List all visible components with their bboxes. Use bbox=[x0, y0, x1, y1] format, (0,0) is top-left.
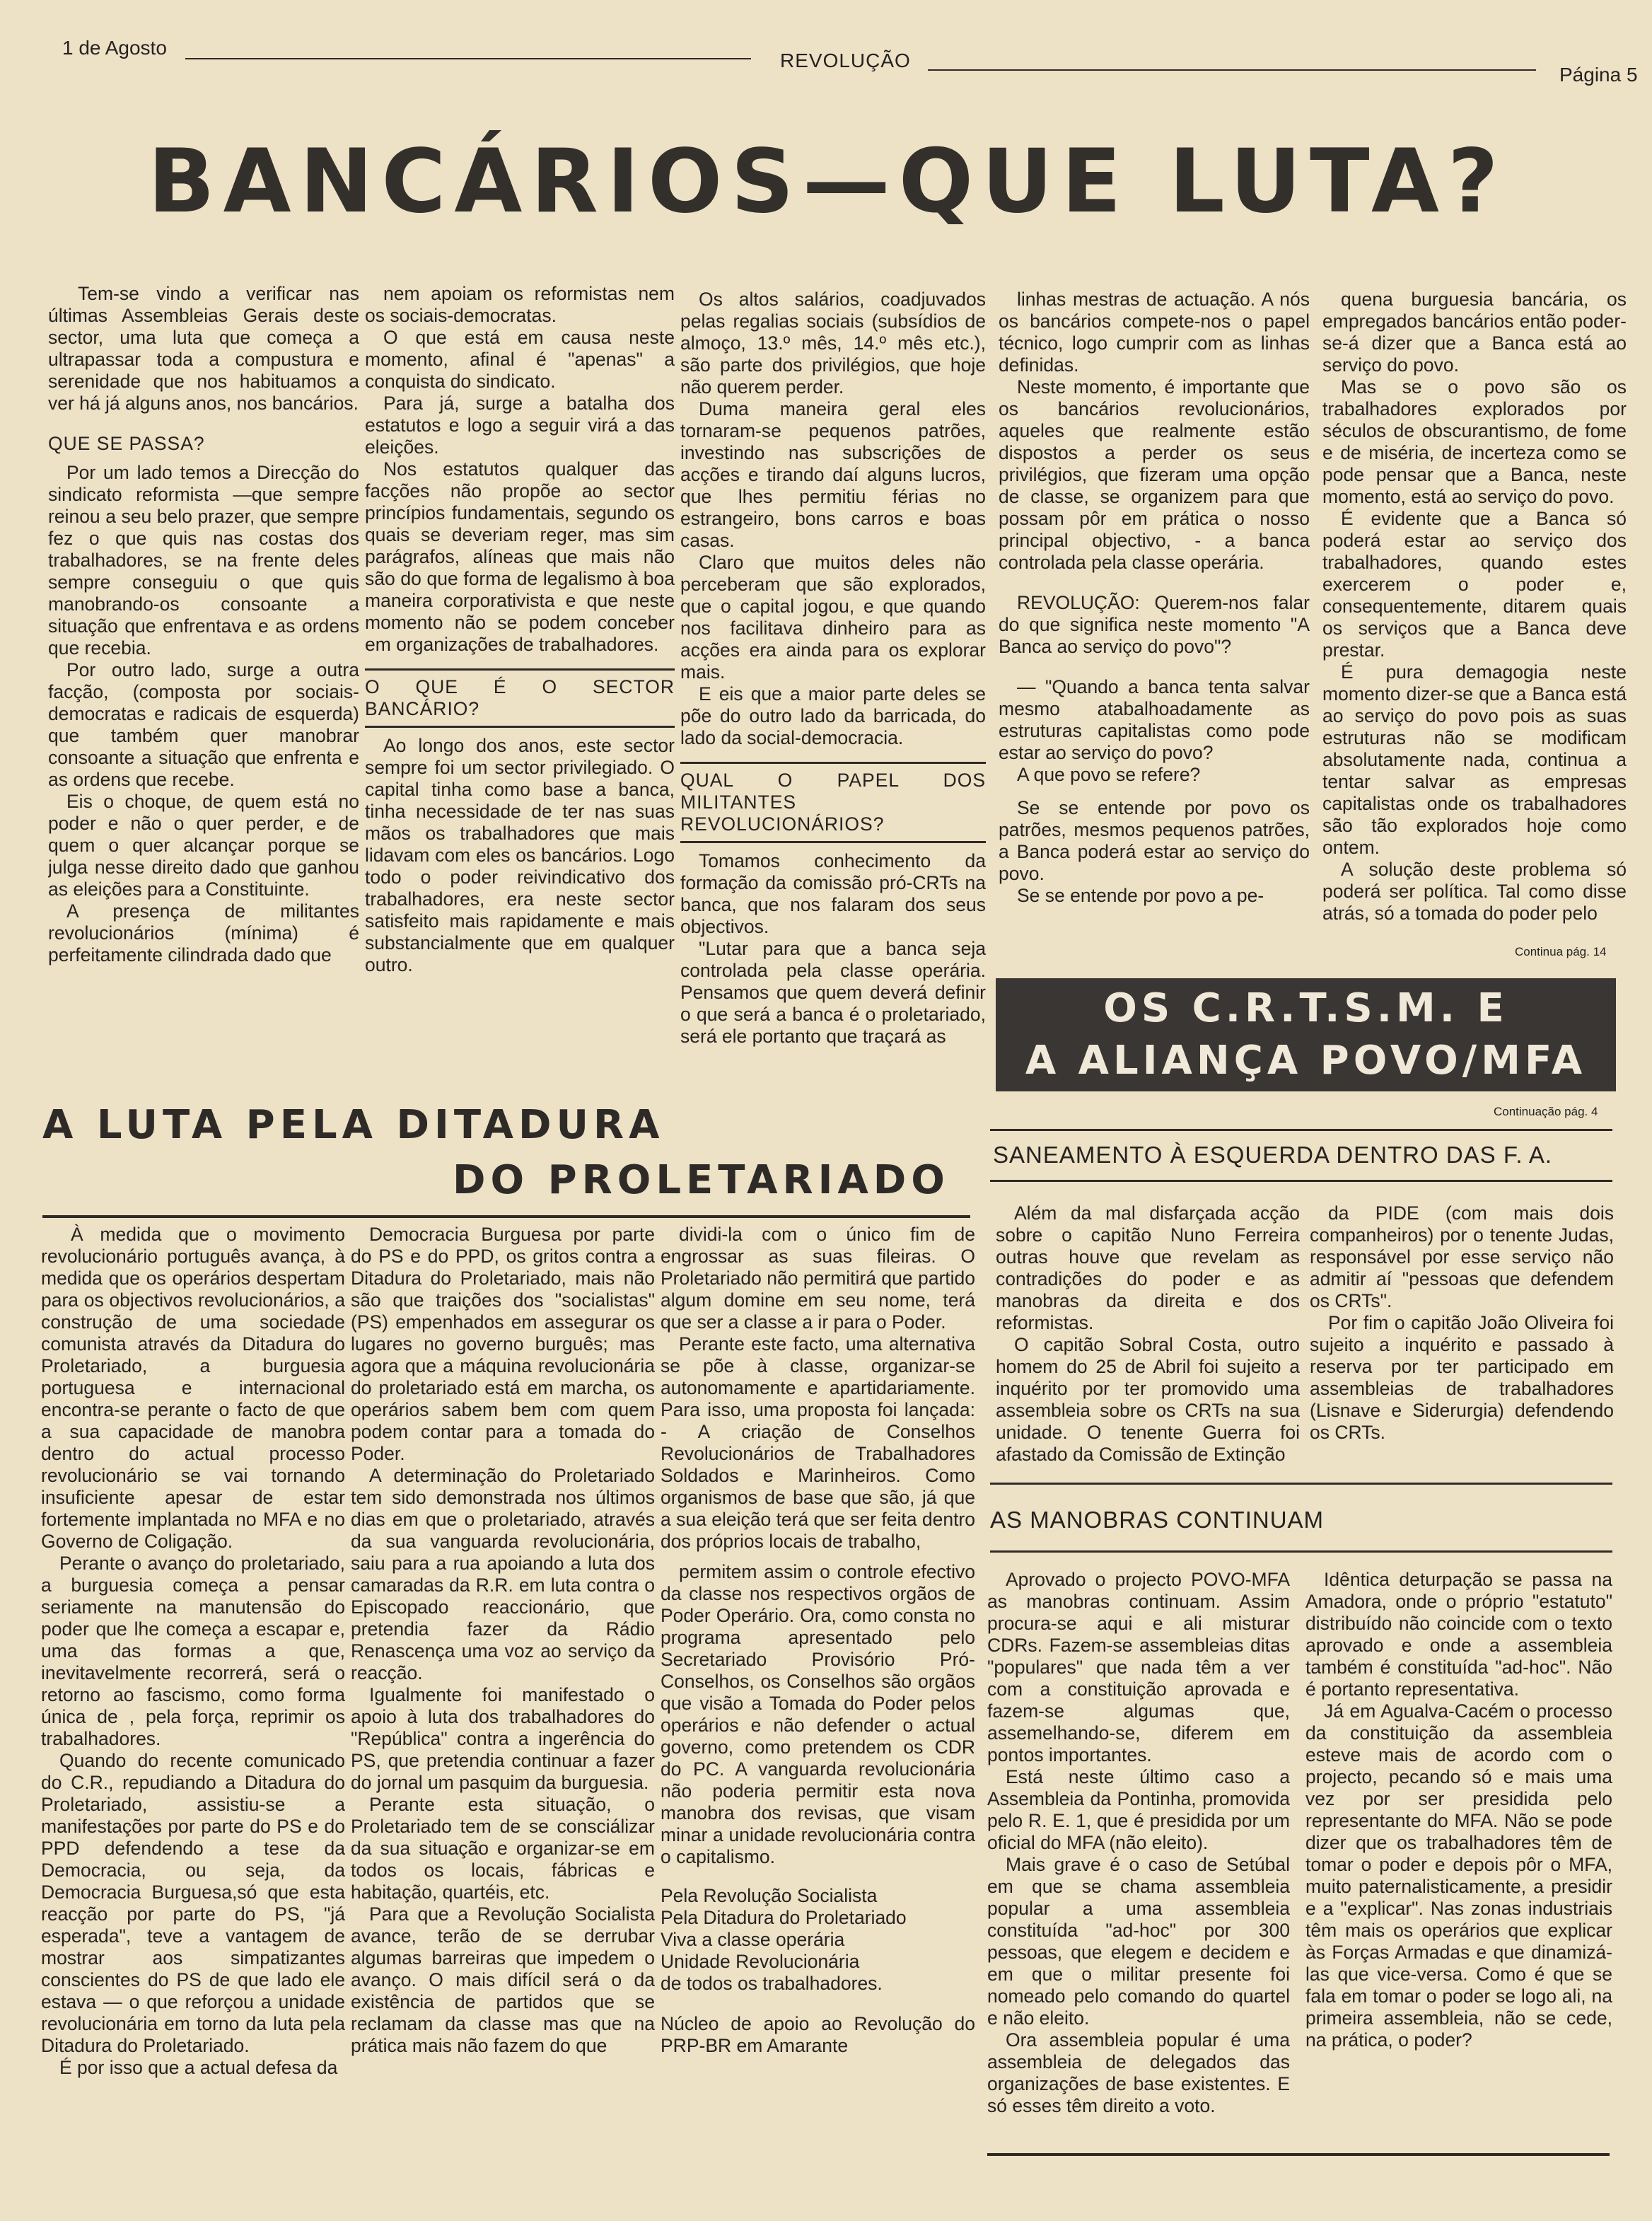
article1-column-4 bbox=[999, 289, 1310, 950]
paragraph: A que povo se refere? bbox=[1017, 764, 1201, 785]
paragraph: Os altos salários, coadjuvados pelas regalias sociais (subsídios de almoço, 13.º mês, 14.º mês etc.), são parte dos privilégios, que hoje não querem perder. bbox=[680, 289, 986, 398]
paragraph: Eis o choque, de quem está no poder e não o quer perder, e de quem o quer alcançar porque se julga nesse direito dado que ganhou as eleições para a Constituinte. bbox=[48, 791, 359, 900]
paragraph: Para já, surge a batalha dos estatutos e logo a seguir virá a das eleições. bbox=[365, 393, 675, 458]
paragraph: Além da mal disfarçada acção sobre o capitão Nuno Ferreira outras houve que revelam as contradições do poder e as manobras da direita e dos reformistas. bbox=[996, 1202, 1300, 1333]
article1-column-3 bbox=[680, 289, 986, 1075]
paragraph: Ora assembleia popular é uma assembleia de delegados das organizações de base existentes. E só esses têm direito a voto. bbox=[987, 2029, 1290, 2116]
paragraph: Se se entende por povo a pe- bbox=[1017, 885, 1264, 906]
article1-column-1 bbox=[48, 283, 359, 1075]
article2-column-2 bbox=[351, 1224, 655, 2143]
subheading: O QUE É O SECTOR BANCÁRIO? bbox=[365, 668, 675, 728]
paragraph: À medida que o movimento revolucionário português avança, à medida que os operários despertam para os objectivos revolucionários, a construção de uma sociedade comunista através da Ditadura do Proletariado, a burguesia portuguesa e internacional encontra-se perante o facto de que a sua capacidade de manobra dentro do actual processo revolucionário se vai tornando insuficiente apesar de estar fortemente implantada no MFA e no Governo de Coligação. bbox=[41, 1224, 345, 1552]
paragraph: Duma maneira geral eles tornaram-se pequenos patrões, investindo nas subscrições de acções e tirando daí alguns lucros, que lhes permitiu férias no estrangeiro, bons carros e boas casas. bbox=[680, 398, 986, 551]
paragraph: Quando do recente comunicado do C.R., repudiando a Ditadura do Proletariado, assistiu-se a manifestações por parte do PS e do PPD defendendo a tese da Democracia, ou seja, da Democracia Burguesa,só que esta reacção por parte do PS, "já esperada", teve a vantagem de mostrar aos simpatizantes conscientes do PS de que lado ele estava — o que reforçou a unidade revolucionária em torno da luta pela Ditadura do Proletariado. bbox=[41, 1750, 345, 2056]
section-rule bbox=[990, 1550, 1612, 1553]
paragraph: Mais grave é o caso de Setúbal em que se chama assembleia popular a uma assembleia constituída "ad-hoc" por 300 pessoas, que elegem e decidem e em que o militar presente foi nomeado pelo comando do quartel e não eleito. bbox=[987, 1854, 1290, 2029]
paragraph: Aprovado o projecto POVO-MFA as manobras continuam. Assim procura-se aqui e ali misturar CDRs. Fazem-se assembleias ditas "populares" que nada têm a ver com a constituição aprovada e fazem-se algumas que, assemelhando-se, diferem em pontos importantes. bbox=[987, 1569, 1290, 1765]
paragraph: Por um lado temos a Direcção do sindicato reformista —que sempre reinou a seu belo prazer, que sempre fez o que quis nas costas dos trabalhadores, se na frente deles sempre conseguiu o que quis manobrando-os consoante a situação que enfrentava e as ordens que recebia. bbox=[48, 462, 359, 659]
slogan: Unidade Revolucionária bbox=[661, 1951, 860, 1972]
continuation-note: Continuação pág. 4 bbox=[1494, 1105, 1598, 1118]
paragraph: nem apoiam os reformistas nem os sociais-democratas. bbox=[365, 283, 675, 326]
subheading: QUAL O PAPEL DOS MILITANTES REVOLUCIONÁRIOS? bbox=[680, 762, 986, 843]
section-rule bbox=[990, 1180, 1612, 1182]
paragraph: Mas se o povo são os trabalhadores explorados por séculos de obscurantismo, de fome e de miséria, de incerteza como se pode pensar que a Banca, neste momento, está ao serviço do povo. bbox=[1322, 376, 1627, 507]
paragraph: Idêntica deturpação se passa na Amadora, onde o próprio "estatuto" distribuído não coincide com o texto aprovado e onde a assembleia também é constituída "ad-hoc". Não é portanto representativa. bbox=[1305, 1569, 1612, 1700]
signature: Núcleo de apoio ao Revolução do PRP-BR em Amarante bbox=[661, 2013, 975, 2056]
banner-line-1: OS C.R.T.S.M. E bbox=[1103, 985, 1508, 1031]
paragraph: Igualmente foi manifestado o apoio à luta dos trabalhadores do "República" contra a ingerência do PS, que pretendia continuar a fazer do jornal um pasquim da burguesia. bbox=[351, 1684, 655, 1793]
subheading: QUE SE PASSA? bbox=[48, 433, 205, 454]
paragraph: É pura demagogia neste momento dizer-se que a Banca está ao serviço do povo pois as suas estruturas não se modificam absolutamente nada, continua a tentar salvar as empresas capitalistas onde os trabalhadores são tão explorados hoje como ontem. bbox=[1322, 661, 1627, 858]
paragraph: A presença de militantes revolucionários (mínima) é perfeitamente cilindrada dado que bbox=[48, 900, 359, 965]
interview-question: REVOLUÇÃO: Querem-nos falar do que significa neste momento "A Banca ao serviço do povo"? bbox=[999, 592, 1310, 657]
issue-date: 1 de Agosto bbox=[62, 37, 167, 59]
paragraph: E eis que a maior parte deles se põe do outro lado da barricada, do lado da social-democracia. bbox=[680, 683, 986, 748]
paragraph: Neste momento, é importante que os bancários revolucionários, aqueles que realmente estão dispostos a perder os seus privilégios, que fizeram uma opção de classe, se organizem para que possam pôr em prática o nosso principal objectivo, - a banca controlada pela classe operária. bbox=[999, 376, 1310, 573]
section-heading-saneamento: SANEAMENTO À ESQUERDA DENTRO DAS F. A. bbox=[993, 1142, 1553, 1168]
article3-section1-column-2 bbox=[1310, 1202, 1614, 1471]
paragraph: Tomamos conhecimento da formação da comissão pró-CRTs na banca, que nos falaram dos seus objectivos. bbox=[680, 850, 986, 937]
title-rule bbox=[42, 1215, 970, 1218]
article2-column-3 bbox=[661, 1224, 975, 2143]
paragraph: Por fim o capitão João Oliveira foi sujeito a inquérito e passado à reserva por ter participado em assembleias de trabalhadores (Lisnave e Siderurgia) defendendo os CRTs. bbox=[1310, 1312, 1614, 1443]
section-rule bbox=[990, 1483, 1612, 1485]
paragraph: Perante este facto, uma alternativa se põe à classe, organizar-se autonomamente e apartidariamente. Para isso, uma proposta foi lançada: - A criação de Conselhos Revolucionários de Trabalhadores Soldados e Marinheiros. Como organismos de base que são, já que a sua eleição terá que ser feita dentro dos próprios locais de trabalho, bbox=[661, 1333, 975, 1552]
paragraph: dividi-la com o único fim de engrossar as suas fileiras. O Proletariado não permitirá que partido algum domine em seu nome, terá que ser a classe a ir para o Poder. bbox=[661, 1224, 975, 1333]
article-title-bancarios: BANCÁRIOS—QUE LUTA? bbox=[148, 131, 1507, 233]
slogan: Pela Revolução Socialista bbox=[661, 1885, 878, 1906]
paragraph: Ao longo dos anos, este sector sempre foi um sector privilegiado. O capital tinha como base a banca, tinha necessidade de ter nas suas mãos os trabalhadores que mais lidavam com eles os bancários. Logo todo o poder reivindicativo dos trabalhadores, era neste sector satisfeito mais rapidamente e mais substancialmente que em qualquer outro. bbox=[365, 735, 675, 975]
banner-line-2: A ALIANÇA POVO/MFA bbox=[1025, 1038, 1587, 1084]
slogan: Pela Ditadura do Proletariado bbox=[661, 1907, 907, 1928]
slogan: Viva a classe operária bbox=[661, 1929, 845, 1950]
paragraph: Perante o avanço do proletariado, a burguesia começa a pensar seriamente na manutensão do poder que lhe começa a escapar e, uma das formas a que, inevitavelmente recorrerá, será o retorno ao fascismo, como forma única de , pela força, reprimir os trabalhadores. bbox=[41, 1553, 345, 1749]
paragraph: Se se entende por povo os patrões, mesmos pequenos patrões, a Banca poderá estar ao serviço do povo. bbox=[999, 797, 1310, 884]
page-number: Página 5 bbox=[1559, 64, 1638, 86]
paragraph: Já em Agualva-Cacém o processo da constituição da assembleia esteve mais de acordo com o projecto, pecando só e mais uma vez por ser presidida pelo representante do MFA. Não se pode dizer que os trabalhadores têm de tomar o poder e depois pôr o MFA, muito paternalisticamente, a presidir e a "explicar". Nas zonas industriais têm mais os operários que explicar às Forças Armadas e que dinamizá-las que vice-versa. Como é que se fala em tomar o poder se logo ali, na primeira assembleia, não se cede, na prática, o poder? bbox=[1305, 1700, 1612, 2051]
paragraph: A solução deste problema só poderá ser política. Tal como disse atrás, só a tomada do poder pelo bbox=[1322, 859, 1627, 924]
article1-column-2 bbox=[365, 283, 675, 1075]
paragraph: — "Quando a banca tenta salvar mesmo atabalhoadamente as estruturas capitalistas como pode estar ao serviço do povo? bbox=[999, 676, 1310, 763]
article-title-line-2: DO PROLETARIADO bbox=[453, 1157, 950, 1203]
section-rule bbox=[990, 1129, 1612, 1131]
paragraph: Por outro lado, surge a outra facção, (composta por sociais-democratas e radicais de esquerda) que também quer manobrar consoante a situação que enfrenta e as ordens que recebe. bbox=[48, 659, 359, 790]
paragraph: O capitão Sobral Costa, outro homem do 25 de Abril foi sujeito a inquérito por ter promovido uma assembleia sobre os CRTs na sua unidade. O tenente Guerra foi afastado da Comissão de Extinção bbox=[996, 1334, 1300, 1465]
paragraph: Está neste último caso a Assembleia da Pontinha, promovida pelo R. E. 1, que é presidida por um oficial do MFA (não eleito). bbox=[987, 1766, 1290, 1853]
continues-note: Continua pág. 14 bbox=[1515, 945, 1607, 958]
paragraph: quena burguesia bancária, os empregados bancários então poder-se-á dizer que a Banca está ao serviço do povo. bbox=[1322, 289, 1627, 376]
article3-section1-column-1 bbox=[996, 1202, 1300, 1471]
paragraph: da PIDE (com mais dois companheiros) por o tenente Judas, responsável por esse serviço não admitir aí "pessoas que defendem os CRTs". bbox=[1310, 1202, 1614, 1311]
paragraph: A determinação do Proletariado tem sido demonstrada nos últimos dias em que o proletariado, através da sua vanguarda revolucionária, saiu para a rua apoiando a luta dos camaradas da R.R. em luta contra o Episcopado reaccionário, que pretendia fazer da Rádio Renascença uma voz ao serviço da reacção. bbox=[351, 1465, 655, 1683]
paragraph: Claro que muitos deles não perceberam que são explorados, que o capital jogou, e que quando nos facilitava dinheiro para as acções era ainda para os explorar mais. bbox=[680, 552, 986, 683]
article3-section2-column-2 bbox=[1305, 1569, 1612, 2142]
paragraph: É evidente que a Banca só poderá estar ao serviço dos trabalhadores, quando estes exercerem o poder e, consequentemente, ditarem quais os serviços que a Banca deve prestar. bbox=[1322, 508, 1627, 661]
paragraph: Nos estatutos qualquer das facções não propõe ao sector princípios fundamentais, segundo os quais se deveriam reger, mas sim parágrafos, alíneas que mais não são do que forma de legalismo à boa maneira corporativista e que neste momento não se podem conceber em organizações de trabalhadores. bbox=[365, 458, 675, 655]
paragraph: linhas mestras de actuação. A nós os bancários compete-nos o papel técnico, logo cumprir com as linhas definidas. bbox=[999, 289, 1310, 376]
paragraph: Para que a Revolução Socialista avance, terão de se derrubar algumas barreiras que impedem o avanço. O mais difícil será o da existência de partidos que se reclamam da classe mas que na prática mais não fazem do que bbox=[351, 1903, 655, 2056]
article1-column-5 bbox=[1322, 289, 1627, 925]
article-title-line-1: A LUTA PELA DITADURA bbox=[42, 1102, 665, 1148]
paragraph: O que está em causa neste momento, afinal é "apenas" a conquista do sindicato. bbox=[365, 327, 675, 392]
newspaper-name: REVOLUÇÃO bbox=[780, 50, 911, 71]
paragraph: Democracia Burguesa por parte do PS e do PPD, os gritos contra a Ditadura do Proletariado, mais não são que traições dos "socialistas" (PS) empenhados em assegurar os lugares no governo burguês; mas agora que a máquina revolucionária do proletariado está em marcha, os operários sabem bem com quem podem contar para a tomada do Poder. bbox=[351, 1224, 655, 1464]
paragraph: É por isso que a actual defesa da bbox=[59, 2057, 338, 2078]
banner-crtsm bbox=[996, 978, 1616, 1091]
bottom-rule bbox=[987, 2153, 1610, 2156]
article3-section2-column-1 bbox=[987, 1569, 1290, 2142]
paragraph: permitem assim o controle efectivo da classe nos respectivos orgãos de Poder Operário. Ora, como consta no programa apresentado pelo Secretariado Provisório Pró-Conselhos, os Conselhos são orgãos que visão a Tomada do Poder pelos operários e não defender o actual governo, como pretendem os CDR do PC. A vanguarda revolucionária não poderia permitir esta nova manobra dos revisas, que visam minar a unidade revolucionária contra o capitalismo. bbox=[661, 1561, 975, 1867]
paragraph: "Lutar para que a banca seja controlada pela classe operária. Pensamos que quem deverá definir o que será a banca é o proletariado, será ele portanto que traçará as bbox=[680, 938, 986, 1047]
header-rule-right bbox=[928, 69, 1536, 71]
section-heading-manobras: AS MANOBRAS CONTINUAM bbox=[990, 1507, 1325, 1533]
slogan: de todos os trabalhadores. bbox=[661, 1973, 883, 1994]
paragraph: Tem-se vindo a verificar nas últimas Assembleias Gerais deste sector, uma luta que começa a ultrapassar toda a compustura e serenidade que nos habituamos a ver há já alguns anos, nos bancários. bbox=[48, 283, 359, 414]
article2-column-1 bbox=[41, 1224, 345, 2143]
paragraph: Perante esta situação, o Proletariado tem de se consciálizar da sua situação e organizar-se em todos os locais, fábricas e habitação, quartéis, etc. bbox=[351, 1794, 655, 1903]
header-rule-left bbox=[185, 58, 751, 59]
